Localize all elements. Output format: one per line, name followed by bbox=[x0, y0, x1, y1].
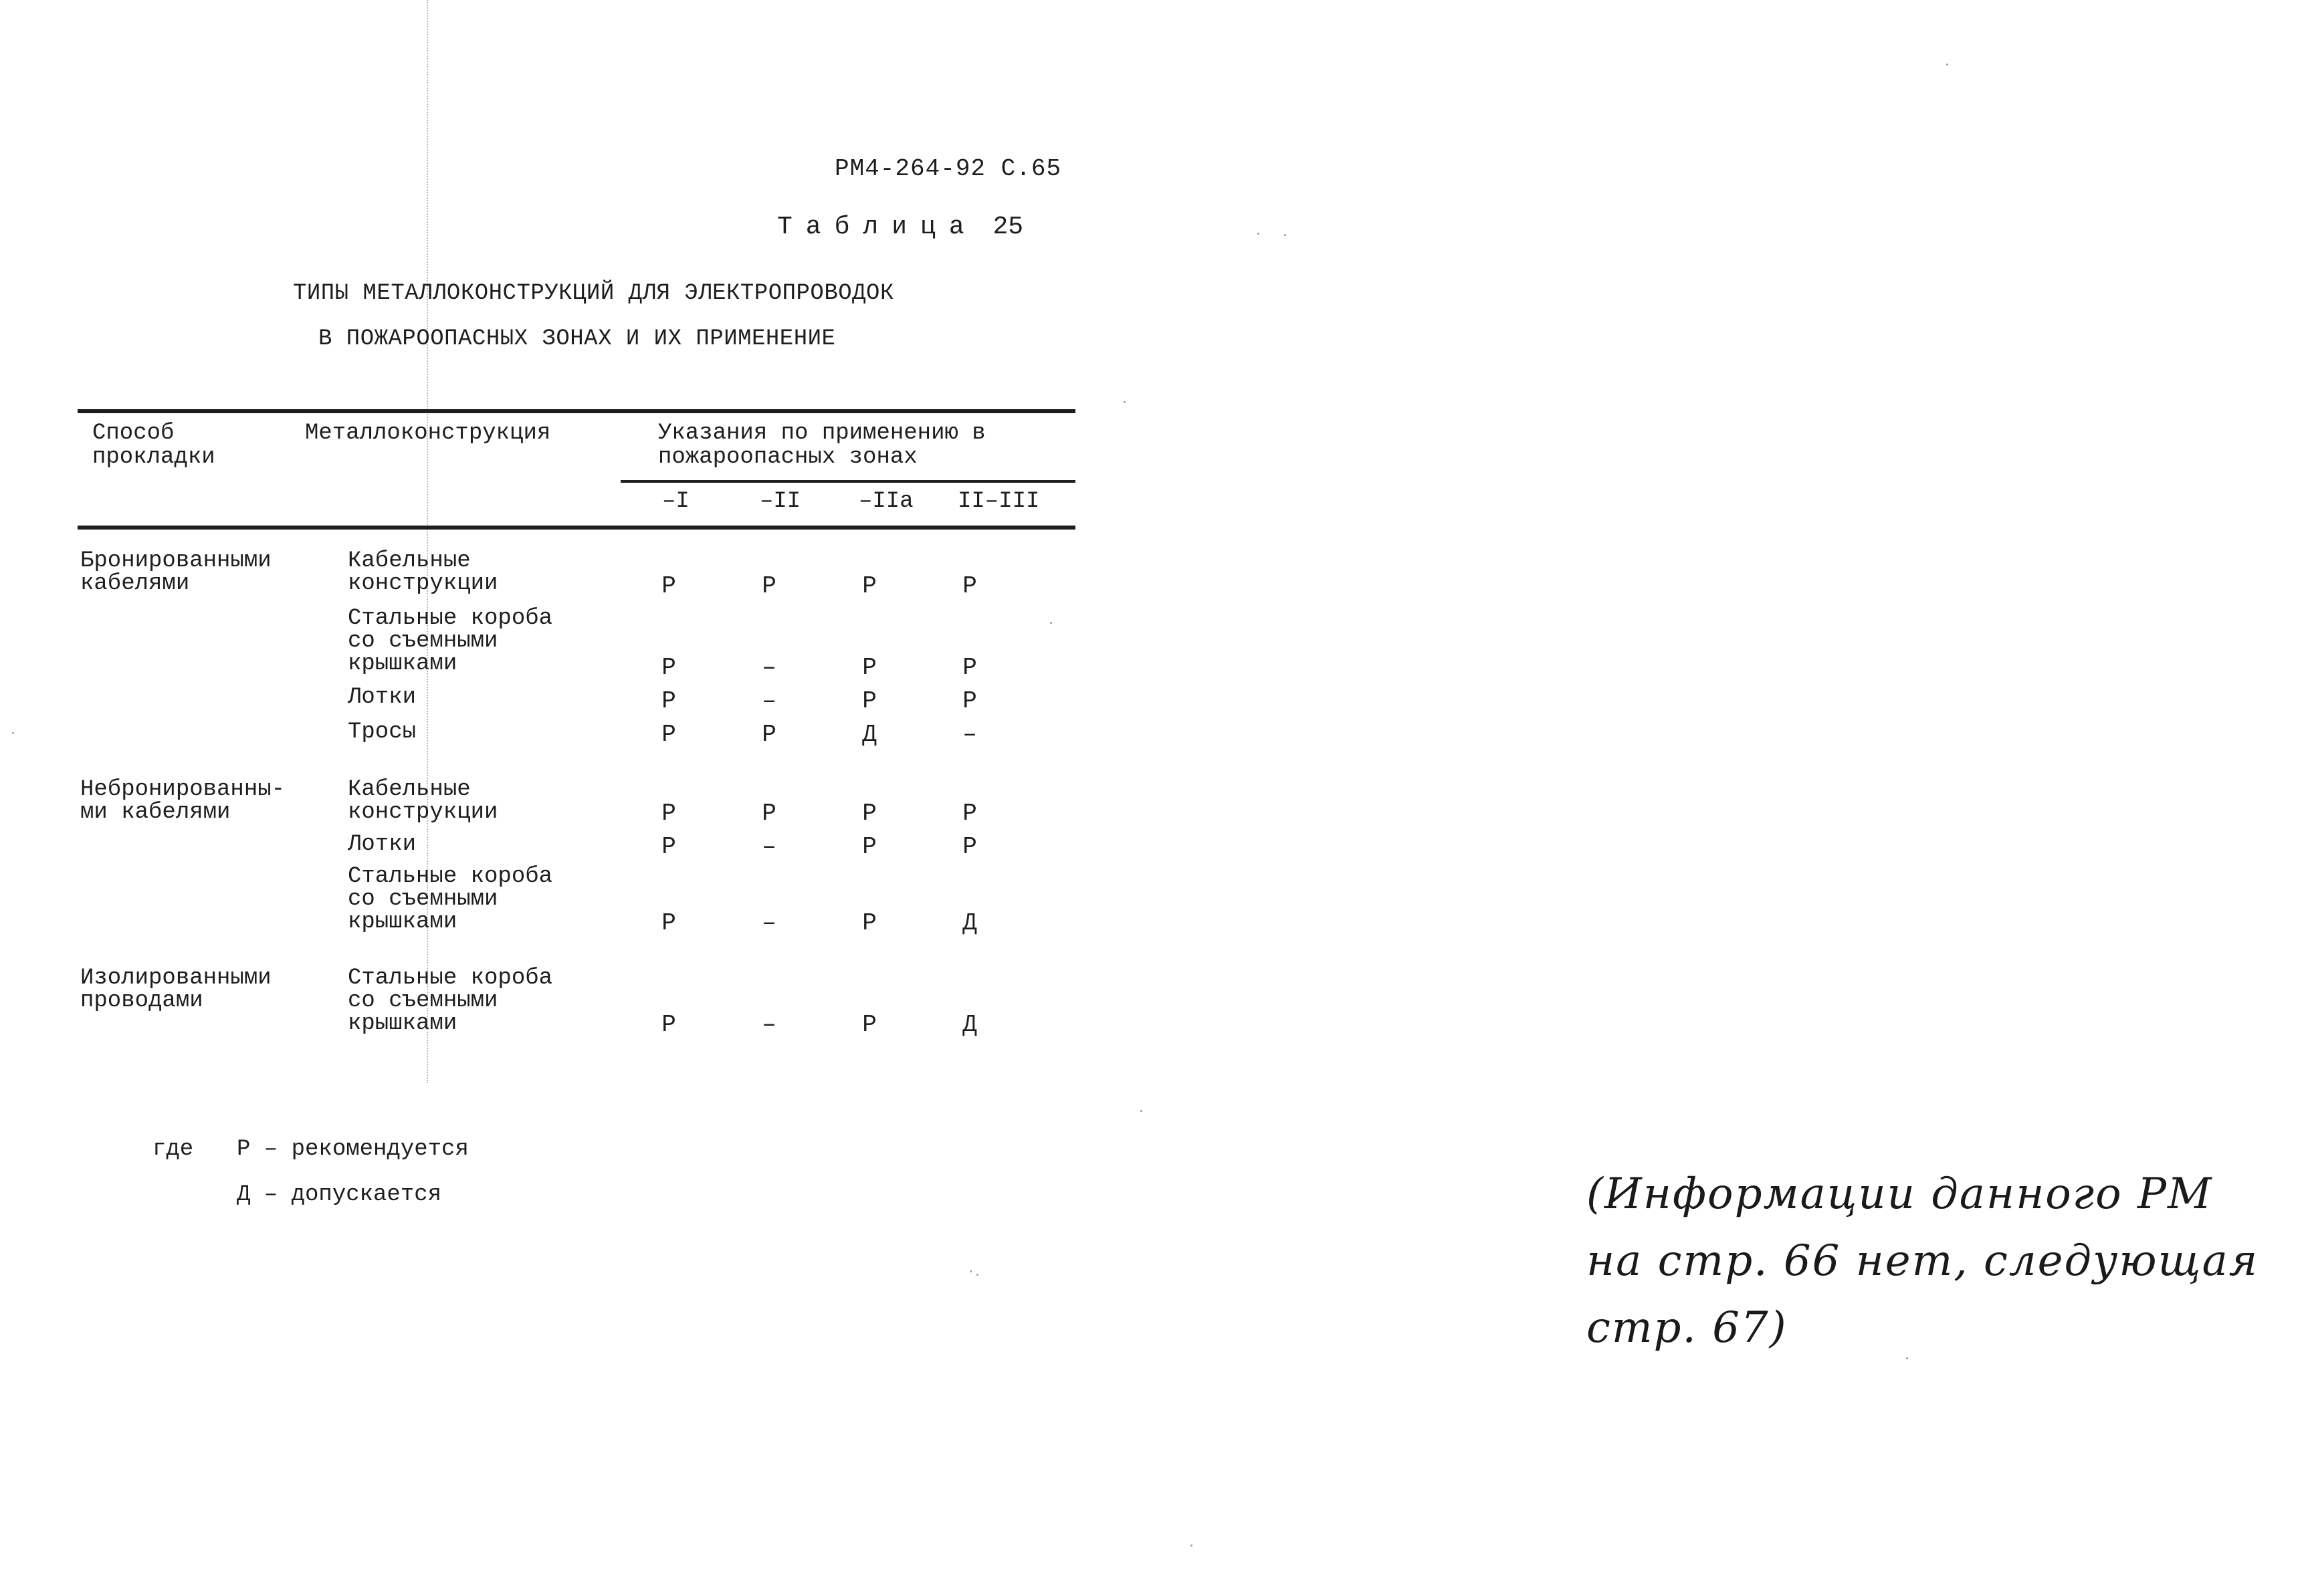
mark-cell: Р bbox=[862, 572, 877, 600]
structure-cell: Кабельные конструкции bbox=[348, 548, 498, 596]
mark-cell: Р bbox=[862, 800, 877, 827]
mark-cell: Р bbox=[862, 687, 877, 715]
structure-cell: Стальные короба со съемными крышками bbox=[348, 965, 553, 1036]
mark-cell: Р bbox=[862, 654, 877, 681]
zone-header-1: –I bbox=[662, 489, 690, 514]
scan-speck bbox=[1124, 401, 1126, 403]
zone-header-4: II–III bbox=[958, 489, 1040, 514]
mark-cell: Д bbox=[962, 909, 977, 937]
mark-cell: Р bbox=[962, 687, 977, 715]
scan-speck bbox=[1257, 233, 1259, 235]
table-top-rule bbox=[78, 409, 1075, 413]
mark-cell: Д bbox=[862, 721, 877, 748]
structure-cell: Стальные короба со съемными крышками bbox=[348, 606, 553, 677]
mark-cell: – bbox=[762, 909, 776, 937]
document-code: РМ4-264-92 С.65 bbox=[835, 155, 1062, 183]
column-header-structure: Металлоконструкция bbox=[305, 421, 551, 446]
mark-cell: Р bbox=[661, 800, 676, 827]
mark-cell: Р bbox=[762, 721, 776, 748]
method-cell-unarmored: Небронированны- ми кабелями bbox=[80, 777, 286, 825]
structure-cell: Лотки bbox=[348, 685, 417, 710]
column-header-zones: Указания по применению в пожароопасных зонах bbox=[658, 421, 986, 470]
handwritten-note-line-3: стр. 67) bbox=[1586, 1303, 1788, 1353]
scan-speck bbox=[1946, 64, 1948, 66]
mark-cell: – bbox=[762, 654, 776, 681]
table-word: Таблица bbox=[777, 213, 978, 241]
mark-cell: Р bbox=[962, 654, 977, 681]
mark-cell: – bbox=[762, 687, 776, 715]
mark-cell: Д bbox=[962, 1011, 977, 1038]
scan-speck bbox=[12, 732, 14, 734]
mark-cell: Р bbox=[962, 800, 977, 827]
table-title-line-2: В ПОЖАРООПАСНЫХ ЗОНАХ И ИХ ПРИМЕНЕНИЕ bbox=[318, 326, 836, 352]
table-label bbox=[777, 213, 1023, 241]
handwritten-note-line-1: (Информации данного РМ bbox=[1586, 1169, 2213, 1219]
mark-cell: Р bbox=[661, 721, 676, 748]
mark-cell: Р bbox=[962, 833, 977, 861]
mark-cell: Р bbox=[762, 572, 776, 600]
table-title-line-1: ТИПЫ МЕТАЛЛОКОНСТРУКЦИЙ ДЛЯ ЭЛЕКТРОПРОВОДОК bbox=[293, 281, 894, 306]
mark-cell: Р bbox=[661, 909, 676, 937]
structure-cell: Стальные короба со съемными крышками bbox=[348, 864, 553, 935]
scan-speck bbox=[970, 1270, 972, 1272]
scan-speck bbox=[1190, 1545, 1192, 1547]
mark-cell: Р bbox=[962, 572, 977, 600]
scan-speck bbox=[1284, 234, 1286, 236]
mark-cell: Р bbox=[661, 654, 676, 681]
scan-speck bbox=[976, 1274, 978, 1276]
method-cell-insulated: Изолированными проводами bbox=[80, 965, 272, 1014]
column-header-method: Способ прокладки bbox=[92, 421, 215, 470]
structure-cell: Тросы bbox=[348, 719, 417, 745]
mark-cell: Р bbox=[661, 687, 676, 715]
table-header-bottom-rule bbox=[78, 526, 1075, 530]
mark-cell: Р bbox=[661, 833, 676, 861]
mark-cell: – bbox=[762, 833, 776, 861]
zones-header-rule bbox=[621, 480, 1075, 483]
structure-cell: Кабельные конструкции bbox=[348, 777, 498, 825]
zone-header-3: –IIa bbox=[859, 489, 914, 514]
zone-header-2: –II bbox=[760, 489, 801, 514]
handwritten-note-line-2: на стр. 66 нет, следующая bbox=[1586, 1236, 2259, 1286]
mark-cell: Р bbox=[862, 833, 877, 861]
structure-cell: Лотки bbox=[348, 832, 417, 857]
mark-cell: Р bbox=[862, 909, 877, 937]
mark-cell: – bbox=[762, 1011, 776, 1038]
scan-speck bbox=[1140, 1110, 1142, 1112]
legend-item-allowed: Д – допускается bbox=[237, 1182, 442, 1208]
scan-speck bbox=[1050, 622, 1052, 624]
legend-item-recommended: Р – рекомендуется bbox=[237, 1137, 469, 1162]
table-number: 25 bbox=[992, 213, 1024, 241]
mark-cell: Р bbox=[762, 800, 776, 827]
mark-cell: Р bbox=[661, 1011, 676, 1038]
method-cell-armored: Бронированными кабелями bbox=[80, 548, 272, 596]
mark-cell: – bbox=[962, 721, 977, 748]
legend-where: где bbox=[152, 1137, 194, 1162]
mark-cell: Р bbox=[661, 572, 676, 600]
mark-cell: Р bbox=[862, 1011, 877, 1038]
scan-speck bbox=[1906, 1357, 1908, 1359]
